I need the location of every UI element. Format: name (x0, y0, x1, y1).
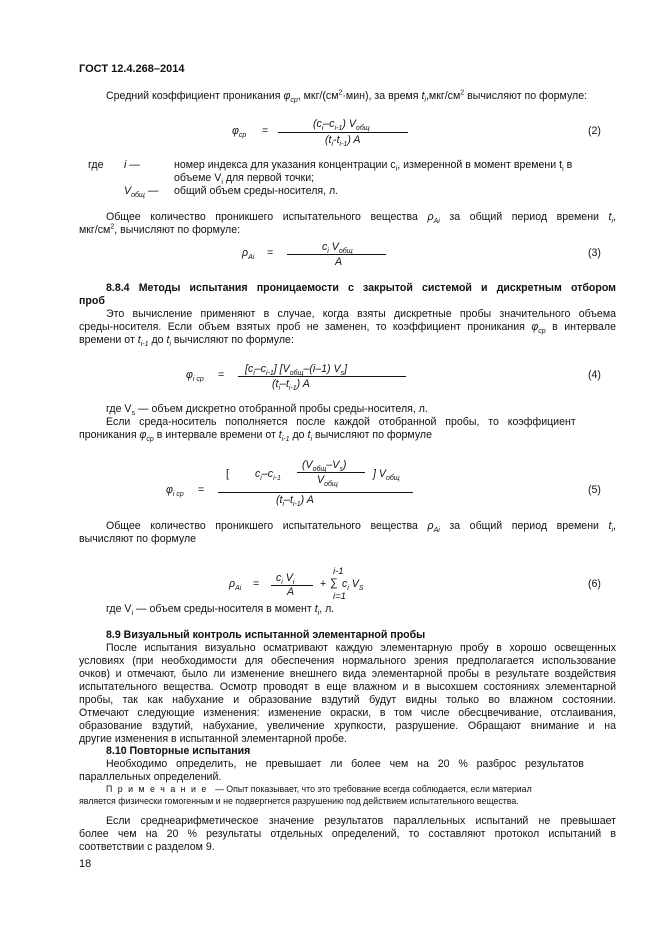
eq5-lhs: $\varphi_{i ср}$ (166, 484, 184, 499)
eq6-equals: = (253, 578, 260, 590)
eq6-sum-lower: i=1 (333, 591, 346, 602)
eq2-number: (2) (588, 125, 601, 137)
eq5-inner-denominator: $V_{общ}$ (317, 474, 338, 489)
section-884-line1: Это вычисление применяют в случае, когда взяты дискретные пробы значительного объема (106, 308, 616, 320)
eq3-numerator: $c_i$ $V_{общ}$ (322, 241, 353, 256)
eq2-lhs: $\varphi_{ср}$ (232, 125, 247, 140)
eq5-fraction-line (218, 492, 413, 493)
eq3-equals: = (267, 247, 274, 259)
section-810-p2-line3: соответствии с разделом 9. (79, 841, 215, 853)
section-89-line6: Отмечают следующие изменения: изменение окраски, в том числе обесцвечивание, отслаивания, (79, 707, 616, 719)
section-89-line1: После испытания визуально осматривают каждую элементарную пробу в хорошо освещенных (106, 642, 616, 654)
document-header: ГОСТ 12.4.268–2014 (79, 63, 185, 75)
section-89-line7: образование вздутий, набухание, увеличение хрупкости, разрушение. Обращают внимание и на (79, 720, 616, 732)
where-v-definition: общий объем среды-носителя, л. (174, 185, 339, 197)
section-89-line3: очков) и отмечают, было ли изменение внешнего вида элементарной пробы в результате воздействия (79, 668, 616, 680)
eq4-equals: = (218, 369, 225, 381)
replenish-line2: проникания $\varphi_{ср}$ в интервале времени от $t_{i-1}$ до $t_i$ вычисляют по формуле (79, 429, 432, 444)
eq5-c-part: $c_i-c_{i-1}$ (255, 468, 281, 483)
section-89-line4: испытательного вещества. Осмотр проводят в еще влажном и в высохшем состояниях элементарной (79, 681, 616, 693)
total-quantity-line1: Общее количество проникшего испытательного вещества $\rho_{Ai}$ за общий период времени $t_i$, (106, 211, 616, 226)
vs-definition: где $V_s$ — объем дискретно отобранной пробы среды-носителя, л. (106, 403, 428, 418)
eq3-fraction-line (287, 254, 386, 255)
total-quantity2-line2: вычисляют по формуле (79, 533, 197, 545)
eq2-numerator: $(c_i-c_{i-1})$ $V_{общ}$ (313, 118, 370, 133)
where-label: где (88, 159, 104, 171)
section-810-p2-line2: более чем на 20 % результаты отдельных определений, то составляют протокол испытаний в (79, 828, 616, 840)
where-i-symbol: i — (124, 159, 140, 171)
section-884-line3: времени от $t_{i-1}$ до $t_i$ вычисляют по формуле: (79, 334, 294, 349)
eq5-inner-fraction-line (297, 472, 365, 473)
where-i-definition-line1: номер индекса для указания концентрации $c_i$, измеренной в момент времени $t_i$ в (174, 159, 573, 174)
eq3-denominator: A (335, 256, 343, 268)
section-89-line2: условиях (при необходимости для обеспечения нормального зрения предполагается использование (79, 655, 616, 667)
eq2-denominator: $(t_i-t_{i-1})$ A (325, 134, 361, 149)
eq6-plus: + (320, 578, 327, 590)
eq4-number: (4) (588, 369, 601, 381)
eq3-number: (3) (588, 247, 601, 259)
total-quantity2-line1: Общее количество проникшего испытательного вещества $\rho_{Ai}$ за общий период времени $t_i$, (106, 520, 616, 535)
section-810-line1: Необходимо определить, не превышает ли более чем на 20 % разброс результатов (106, 758, 584, 770)
section-89-title: 8.9 Визуальный контроль испытанной элементарной пробы (106, 629, 426, 641)
eq5-inner-numerator: $(V_{общ}-V_s)$ (302, 459, 347, 474)
section-884-line2: среды-носителя. Если объем взятых проб не заменен, то коэффициент проникания $\varphi_{ср}$ в интервале (79, 321, 616, 336)
where-v-symbol: $V_{общ}$ — (124, 185, 159, 200)
section-89-line8: другие изменения в испытанной элементарной пробе. (79, 733, 347, 745)
eq5-bracket-right: ] $V_{общ}$ (373, 468, 400, 483)
where-i-definition-line2: объеме $V_i$ для первой точки; (174, 172, 315, 187)
eq2-equals: = (262, 125, 269, 137)
eq3-lhs: $\rho_{Ai}$ (242, 247, 255, 262)
section-810-p2-line1: Если среднеарифметическое значение результатов параллельных испытаний не превышает (106, 815, 616, 827)
eq6-lhs: $\rho_{Ai}$ (229, 578, 242, 593)
eq4-denominator: $(t_i-t_{i-1})$ A (272, 378, 310, 393)
replenish-line1: Если среда-носитель пополняется после каждой отобранной пробы, то коэффициент (106, 416, 576, 428)
page-number: 18 (79, 858, 92, 870)
note-line1: П р и м е ч а н и е — Опыт показывает, что это требование всегда соблюдается, если материал (106, 784, 532, 794)
eq4-fraction-line (238, 376, 406, 377)
eq4-lhs: $\varphi_{i ср}$ (186, 369, 204, 384)
eq5-equals: = (198, 484, 205, 496)
section-810-title: 8.10 Повторные испытания (106, 745, 251, 757)
mean-coefficient-intro: Средний коэффициент проникания $\varphi_{ср}$, мкг/$(см^2\cdot мин)$, за время $t_i,мкг/см^2$ вычисляют по формуле: (106, 89, 588, 105)
section-810-line2: параллельных определений. (79, 771, 222, 783)
section-884-title-line2: проб (79, 295, 105, 307)
total-quantity-line2: мкг/$см^2$, вычисляют по формуле: (79, 223, 241, 236)
note-line2: является физически гомогенным и не подвергнется разрушению под действием испытательного вещества. (79, 796, 519, 806)
eq5-denominator: $(t_i-t_{i-1})$ A (276, 494, 314, 509)
section-89-line5: пробы, так как набухание и образование вздутий будут видны только во влажном состоянии. (79, 694, 616, 706)
eq6-numerator: $c_i$ $V_i$ (276, 572, 295, 587)
eq6-denominator: A (287, 586, 295, 598)
eq6-number: (6) (588, 578, 601, 590)
eq5-bracket-left: [ (226, 468, 229, 480)
vi-definition: где $V_i$ — объем среды-носителя в момент $t_i$, л. (106, 603, 335, 618)
eq6-sum-upper: i-1 (333, 566, 344, 577)
eq4-numerator: $[c_i-c_{i-1}]$ [$V_{общ}-(i-1)$ $V_s$] (245, 363, 348, 378)
eq6-sum-sign: ∑ (330, 577, 338, 589)
eq6-sum-body: $c_i$ $V_S$ (342, 578, 364, 593)
section-884-title-line1: 8.8.4 Методы испытания проницаемости с закрытой системой и дискретным отбором (106, 282, 616, 294)
eq2-fraction-line (278, 132, 408, 133)
eq5-number: (5) (588, 484, 601, 496)
